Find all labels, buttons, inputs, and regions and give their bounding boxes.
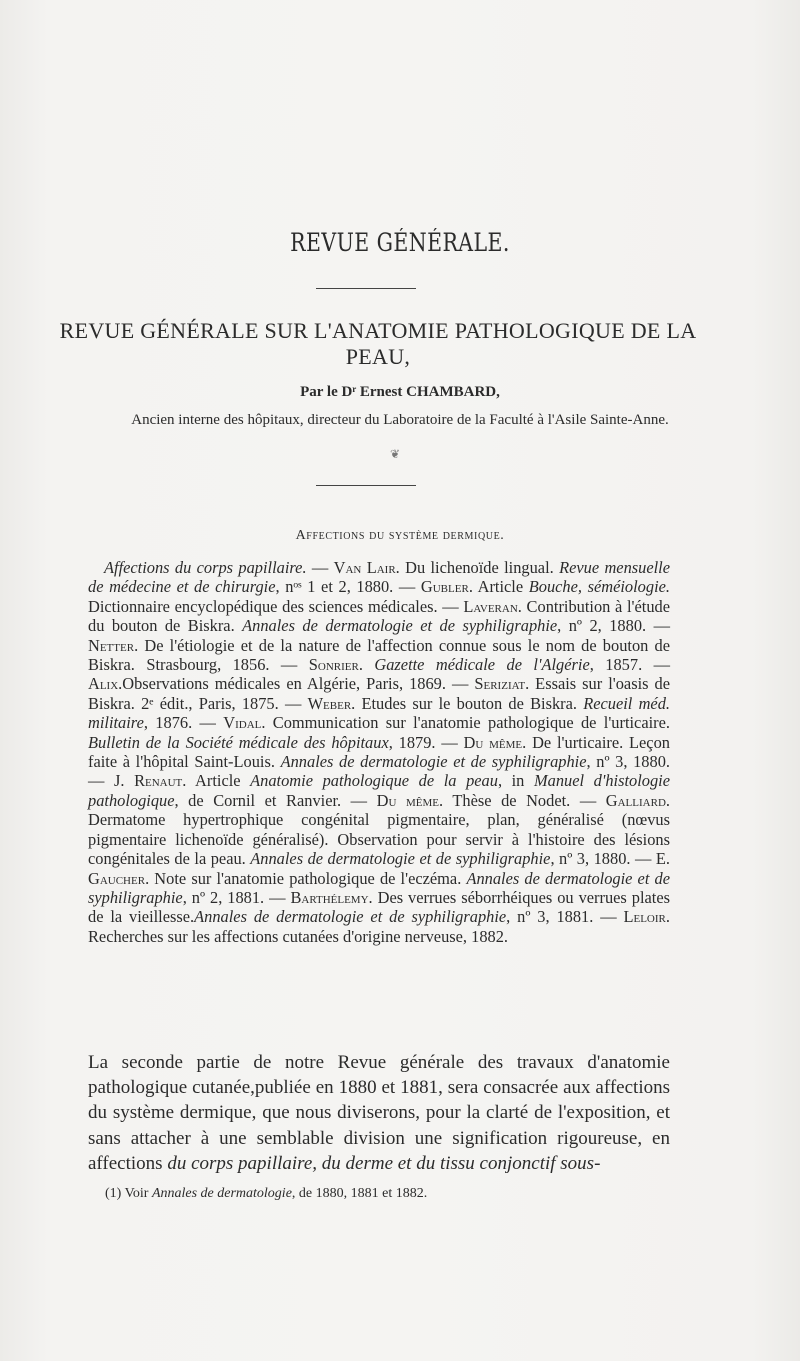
bibliography-run: , nº 2, 1880. — xyxy=(557,616,670,636)
bibliography-run: . De l'étiologie et de la nature de l'affection connue sous le nom de bouton de Biskra. Strasbourg, 1856. — xyxy=(88,635,670,675)
bibliography-run: . Note sur l'anatomie pathologique de l'eczéma. xyxy=(145,868,467,888)
bibliography-run: , nº 3, 1880. — E. xyxy=(550,849,670,869)
bibliography-run: Leloir xyxy=(623,907,666,927)
bibliography-run: Recueil méd. militaire xyxy=(88,693,670,733)
bibliography-run: , nᵒˢ 1 et 2, 1880. — xyxy=(275,577,421,597)
bibliography-run: , 1876. — xyxy=(143,713,224,733)
bibliography-run: . Recherches sur les affections cutanées d'origine nerveuse, 1882. xyxy=(88,907,670,946)
bibliography-run: Du même xyxy=(463,732,523,752)
section-rule xyxy=(316,485,416,486)
bibliography-run: , nº 3, 1881. — xyxy=(506,907,624,927)
bibliography-run: Weber xyxy=(307,693,352,713)
bibliography-run: Seriziat xyxy=(474,674,526,694)
bibliography-run: Van Lair xyxy=(333,558,396,577)
section-heading: Affections du système dermique. xyxy=(295,528,505,543)
title-rule-top xyxy=(316,288,416,289)
author-line: Par le Dʳ Ernest CHAMBARD, xyxy=(300,384,500,400)
bibliography-run: Alix xyxy=(88,674,119,694)
bibliography-run: . Essais sur l'oasis de Biskra. 2ᵉ édit., Paris, 1875. — xyxy=(88,674,670,713)
bibliography-run: , de Cornil et Ranvier. — xyxy=(174,790,377,810)
bibliography-run: . Etudes sur le bouton de Biskra. xyxy=(351,693,584,713)
bibliography-run: Du même xyxy=(376,790,439,810)
bibliography-run: Anatomie pathologique de la peau xyxy=(250,771,498,791)
bibliography-run: . Thèse de Nodet. — xyxy=(439,790,606,810)
bibliography-run: . Du lichenoïde lingual. xyxy=(395,558,560,577)
body-run: du corps papillaire, du derme et du tissu conjonctif sous- xyxy=(167,1152,601,1174)
bibliography-run: Gubler xyxy=(420,577,469,597)
bibliography-run: . Dermatome hypertrophique congénital pigmentaire, plan, généralisé (nœvus pigmentaire lichenoïde généralisé). Observation pour servir à l'histoire des lésions congénitales de la peau. xyxy=(88,790,670,869)
bibliography-paragraph xyxy=(88,558,670,946)
bibliography-run: Netter xyxy=(88,635,135,655)
revue-heading: REVUE GÉNÉRALE. xyxy=(290,228,510,257)
footnote-run: (1) Voir xyxy=(105,1186,152,1201)
bibliography-run: Bouche, séméiologie. xyxy=(528,577,670,597)
author-affiliation: Ancien interne des hôpitaux, directeur du Laboratoire de la Faculté à l'Asile Sainte-Anne. xyxy=(131,412,669,428)
footnote xyxy=(105,1185,665,1203)
bibliography-run: .Observations médicales en Algérie, Paris, 1869. — xyxy=(118,674,475,694)
footnote-run: , de 1880, 1881 et 1882. xyxy=(291,1186,428,1201)
bibliography-run: Affections du corps papillaire. xyxy=(104,558,307,577)
printer-mark: ❦ xyxy=(390,447,401,461)
bibliography-run: Renaut xyxy=(134,771,183,791)
bibliography-run: Annales de dermatologie et de syphiligraphie xyxy=(194,907,507,927)
body-paragraph xyxy=(88,1050,670,1176)
bibliography-run: , nº 2, 1881. — xyxy=(182,887,291,907)
bibliography-run: , in xyxy=(497,771,534,791)
bibliography-run: , nº 3, 1880. — J. xyxy=(88,752,670,791)
bibliography-run: Barthélemy xyxy=(290,887,369,907)
bibliography-run: Revue mensuelle de médecine et de chirurgie xyxy=(88,558,670,597)
bibliography-run: , 1879. — xyxy=(388,732,464,752)
bibliography-run: . Article xyxy=(182,771,251,791)
bibliography-run: — xyxy=(306,558,334,577)
bibliography-run: Laveran xyxy=(463,596,518,616)
bibliography-run: . Communication sur l'anatomie pathologique de l'urticaire. xyxy=(261,713,670,733)
bibliography-run: Annales de dermatologie et de syphiligraphie xyxy=(250,849,551,869)
footnote-run: Annales de dermatologie xyxy=(151,1186,292,1201)
bibliography-run: Gazette médicale de l'Algérie xyxy=(374,655,590,675)
bibliography-run: Annales de dermatologie et de syphiligraphie xyxy=(280,752,587,772)
bibliography-run: . Contribution à l'étude du bouton de Biskra. xyxy=(88,596,670,636)
body-run: La seconde partie de notre Revue générale des travaux d'anatomie pathologique cutanée,publiée en 1880 et 1881, sera consacrée aux affections du système dermique, que nous diviserons, pour la clarté de l'exposition, et sans attacher à une semblable division une signification rigoureuse, en affections xyxy=(88,1052,670,1174)
bibliography-run: Manuel d'histologie pathologique xyxy=(88,771,670,810)
bibliography-run: . xyxy=(358,655,375,675)
bibliography-run: Annales de dermatologie et de syphiligraphie xyxy=(242,616,558,636)
bibliography-run: , 1857. — xyxy=(589,655,671,675)
bibliography-run: Gaucher xyxy=(88,868,146,888)
bibliography-run: . Article xyxy=(468,577,529,597)
bibliography-run: Annales de dermatologie et de syphiligraphie xyxy=(88,868,670,907)
article-title: REVUE GÉNÉRALE SUR L'ANATOMIE PATHOLOGIQUE DE LA PEAU, xyxy=(59,318,697,369)
bibliography-run: Bulletin de la Société médicale des hôpitaux xyxy=(88,732,389,752)
bibliography-run: Dictionnaire encyclopédique des sciences médicales. — xyxy=(88,596,464,616)
bibliography-run: Vidal xyxy=(223,713,262,733)
bibliography-run: Sonrier xyxy=(308,655,359,675)
bibliography-run: . Des verrues séborrhéiques ou verrues plates de la vieillesse. xyxy=(88,887,670,927)
bibliography-run: Galliard xyxy=(605,790,666,810)
bibliography-run: . De l'urticaire. Leçon faite à l'hôpital Saint-Louis. xyxy=(88,732,670,772)
